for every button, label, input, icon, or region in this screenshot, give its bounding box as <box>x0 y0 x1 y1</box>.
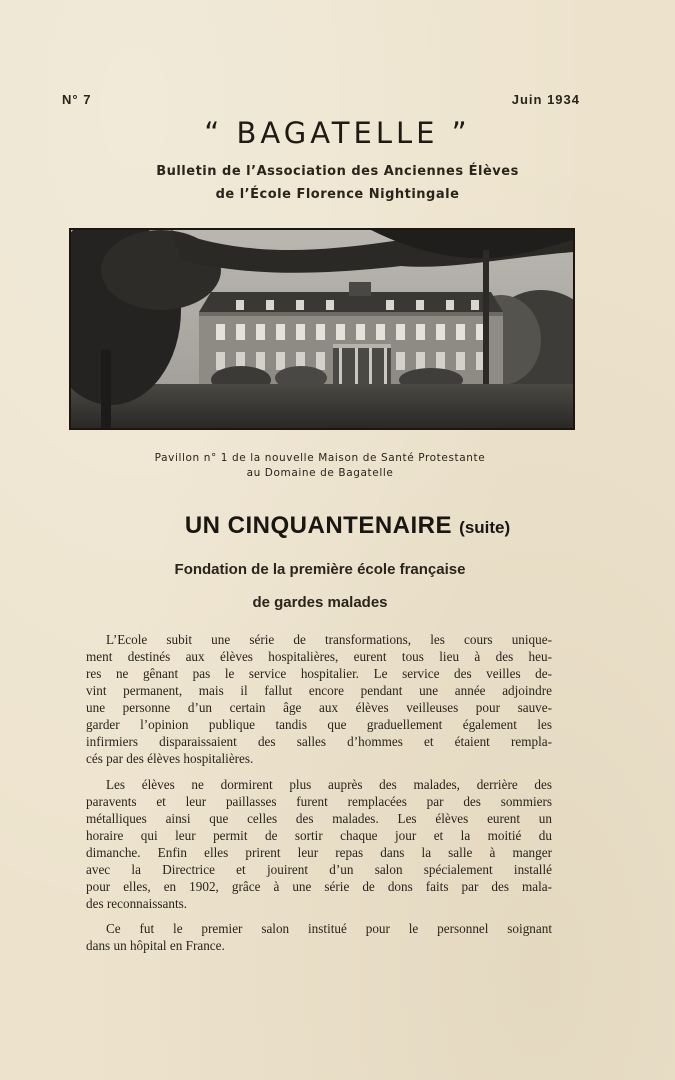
paragraph-line: horaire qui leur permit de sortir chaque jour et la moitié du <box>86 828 552 843</box>
paragraph-line: infirmiers disparaissaient des salles d’hommes et étaient rempla- <box>86 734 552 749</box>
paragraph-line: Les élèves ne dormirent plus auprès des malades, derrière des <box>106 777 552 792</box>
issue-number: N° 7 <box>62 92 92 107</box>
article-subhead-line2: de gardes malades <box>252 594 388 611</box>
paragraph-line: L’Ecole subit une série de transformations, les cours unique- <box>106 632 552 647</box>
paragraph-line: avec la Directrice et jouirent d’un salon spécialement installé <box>86 862 552 877</box>
article-paragraph-1 <box>86 631 552 767</box>
paragraph-line: des reconnaissants. <box>86 896 188 911</box>
photo-caption-line2: au Domaine de Bagatelle <box>246 467 394 479</box>
paragraph-line: Ce fut le premier salon institué pour le personnel soignant <box>106 921 552 936</box>
paragraph-line: dans un hôpital en France. <box>86 938 225 953</box>
building-photo <box>69 228 575 430</box>
masthead-title: “ BAGATELLE ” <box>204 116 471 150</box>
article-headline <box>0 512 675 540</box>
issue-date: Juin 1934 <box>511 92 580 107</box>
paragraph-line: pour elles, en 1902, grâce à une série de dons faits par des mala- <box>86 879 552 894</box>
masthead-subtitle-line2: de l’École Florence Nightingale <box>215 187 460 202</box>
paragraph-line: res ne gênant pas le service hospitalier. Le service des veilles de- <box>86 666 552 681</box>
paragraph-line: vint permanent, mais il fallut encore pendant une année adjoindre <box>86 683 552 698</box>
paragraph-line: dimanche. Enfin elles prirent leur repas dans la salle à manger <box>86 845 552 860</box>
paragraph-line: cés par des élèves hospitalières. <box>86 751 254 766</box>
headline-suffix: (suite) <box>459 518 511 537</box>
article-paragraph-2 <box>86 776 552 912</box>
paragraph-line: garder l’opinion publique tandis que graduellement également les <box>86 717 552 732</box>
header-row <box>62 92 580 114</box>
photo-caption-line1: Pavillon n° 1 de la nouvelle Maison de Santé Protestante <box>154 452 486 464</box>
headline-text: UN CINQUANTENAIRE <box>184 512 452 539</box>
masthead-subtitle-line1: Bulletin de l’Association des Anciennes Élèves <box>156 164 519 179</box>
article-paragraph-3 <box>86 920 552 954</box>
paragraph-line: ment destinés aux élèves hospitalières, eurent tous lieu à des heu- <box>86 649 552 664</box>
building-photo-illustration <box>71 230 573 428</box>
paragraph-line: métalliques ainsi que celles des malades. Les élèves eurent un <box>86 811 552 826</box>
paragraph-line: une personne d’un certain âge aux élèves veilleuses pour sauve- <box>86 700 552 715</box>
paragraph-line: paravents et leur paillasses furent remplacées par des sommiers <box>86 794 552 809</box>
article-subhead-line1: Fondation de la première école française <box>174 561 466 578</box>
